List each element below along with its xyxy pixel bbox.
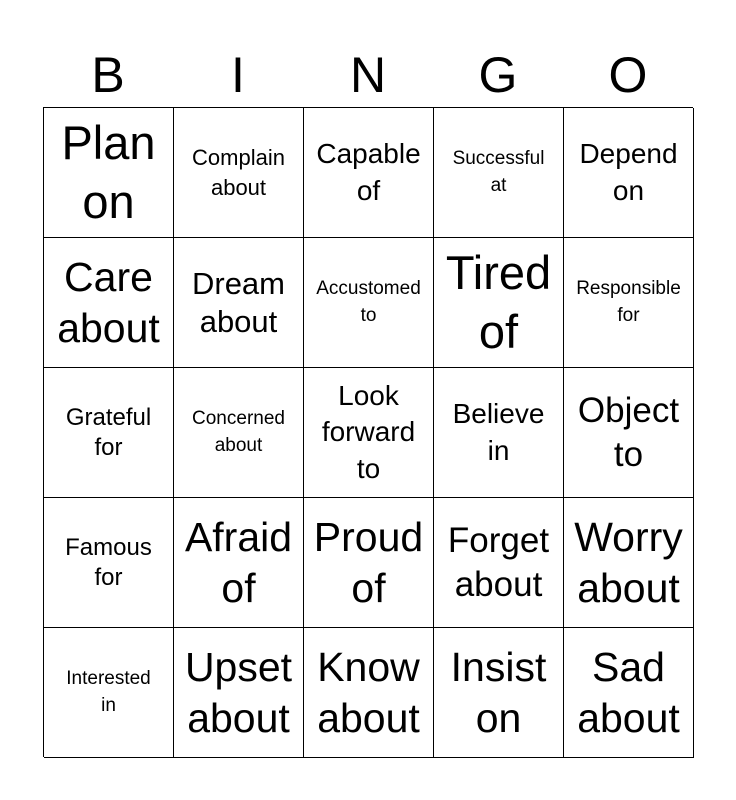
cell-text: Tired of xyxy=(445,245,552,358)
cell-text: Grateful for xyxy=(65,403,152,461)
cell-text: Look forward to xyxy=(321,379,416,484)
bingo-cell[interactable] xyxy=(174,498,304,628)
cell-text: Proud of xyxy=(313,514,424,611)
bingo-cell[interactable] xyxy=(304,628,434,758)
cell-text: Care about xyxy=(57,254,160,351)
cell-text: Forget about xyxy=(447,520,550,604)
cell-text: Successful at xyxy=(452,147,545,196)
bingo-cell[interactable] xyxy=(304,498,434,628)
bingo-cell[interactable] xyxy=(564,108,694,238)
cell-text: Depend on xyxy=(579,138,678,206)
bingo-cell[interactable] xyxy=(174,108,304,238)
bingo-cell[interactable] xyxy=(44,108,174,238)
bingo-cell[interactable] xyxy=(44,368,174,498)
bingo-cell[interactable] xyxy=(434,628,564,758)
bingo-cell[interactable] xyxy=(564,498,694,628)
bingo-grid xyxy=(43,107,693,757)
cell-text: Insist on xyxy=(450,644,547,741)
cell-text: Afraid of xyxy=(184,514,293,611)
header-letter-o: O xyxy=(608,47,648,103)
cell-text: Dream about xyxy=(191,265,285,339)
bingo-cell[interactable] xyxy=(304,108,434,238)
bingo-cell[interactable] xyxy=(174,238,304,368)
bingo-cell[interactable] xyxy=(564,238,694,368)
cell-text: Interested in xyxy=(66,667,151,716)
cell-text: Believe in xyxy=(452,398,545,466)
bingo-cell[interactable] xyxy=(434,238,564,368)
bingo-cell[interactable] xyxy=(174,368,304,498)
cell-text: Plan on xyxy=(61,115,156,228)
cell-text: Upset about xyxy=(184,644,293,741)
header-letter-i: I xyxy=(231,47,245,103)
bingo-cell[interactable] xyxy=(564,368,694,498)
bingo-cell[interactable] xyxy=(174,628,304,758)
header-letter-g: G xyxy=(478,47,518,103)
bingo-header xyxy=(43,45,693,105)
cell-text: Famous for xyxy=(65,533,152,591)
bingo-cell[interactable] xyxy=(304,368,434,498)
cell-text: Worry about xyxy=(574,514,683,611)
bingo-cell[interactable] xyxy=(564,628,694,758)
header-letter-n: N xyxy=(349,47,387,103)
bingo-cell[interactable] xyxy=(44,628,174,758)
bingo-cell[interactable] xyxy=(44,498,174,628)
bingo-cell[interactable] xyxy=(434,498,564,628)
cell-text: Responsible for xyxy=(576,277,681,326)
cell-text: Capable of xyxy=(316,138,421,206)
cell-text: Object to xyxy=(577,390,680,474)
header-letter-b: B xyxy=(91,47,125,103)
bingo-cell[interactable] xyxy=(44,238,174,368)
bingo-cell[interactable] xyxy=(434,368,564,498)
bingo-cell[interactable] xyxy=(434,108,564,238)
cell-text: Sad about xyxy=(577,644,680,741)
cell-text: Know about xyxy=(317,644,420,741)
bingo-cell[interactable] xyxy=(304,238,434,368)
cell-text: Complain about xyxy=(192,144,285,200)
cell-text: Accustomed to xyxy=(316,277,421,326)
cell-text: Concerned about xyxy=(192,407,285,456)
